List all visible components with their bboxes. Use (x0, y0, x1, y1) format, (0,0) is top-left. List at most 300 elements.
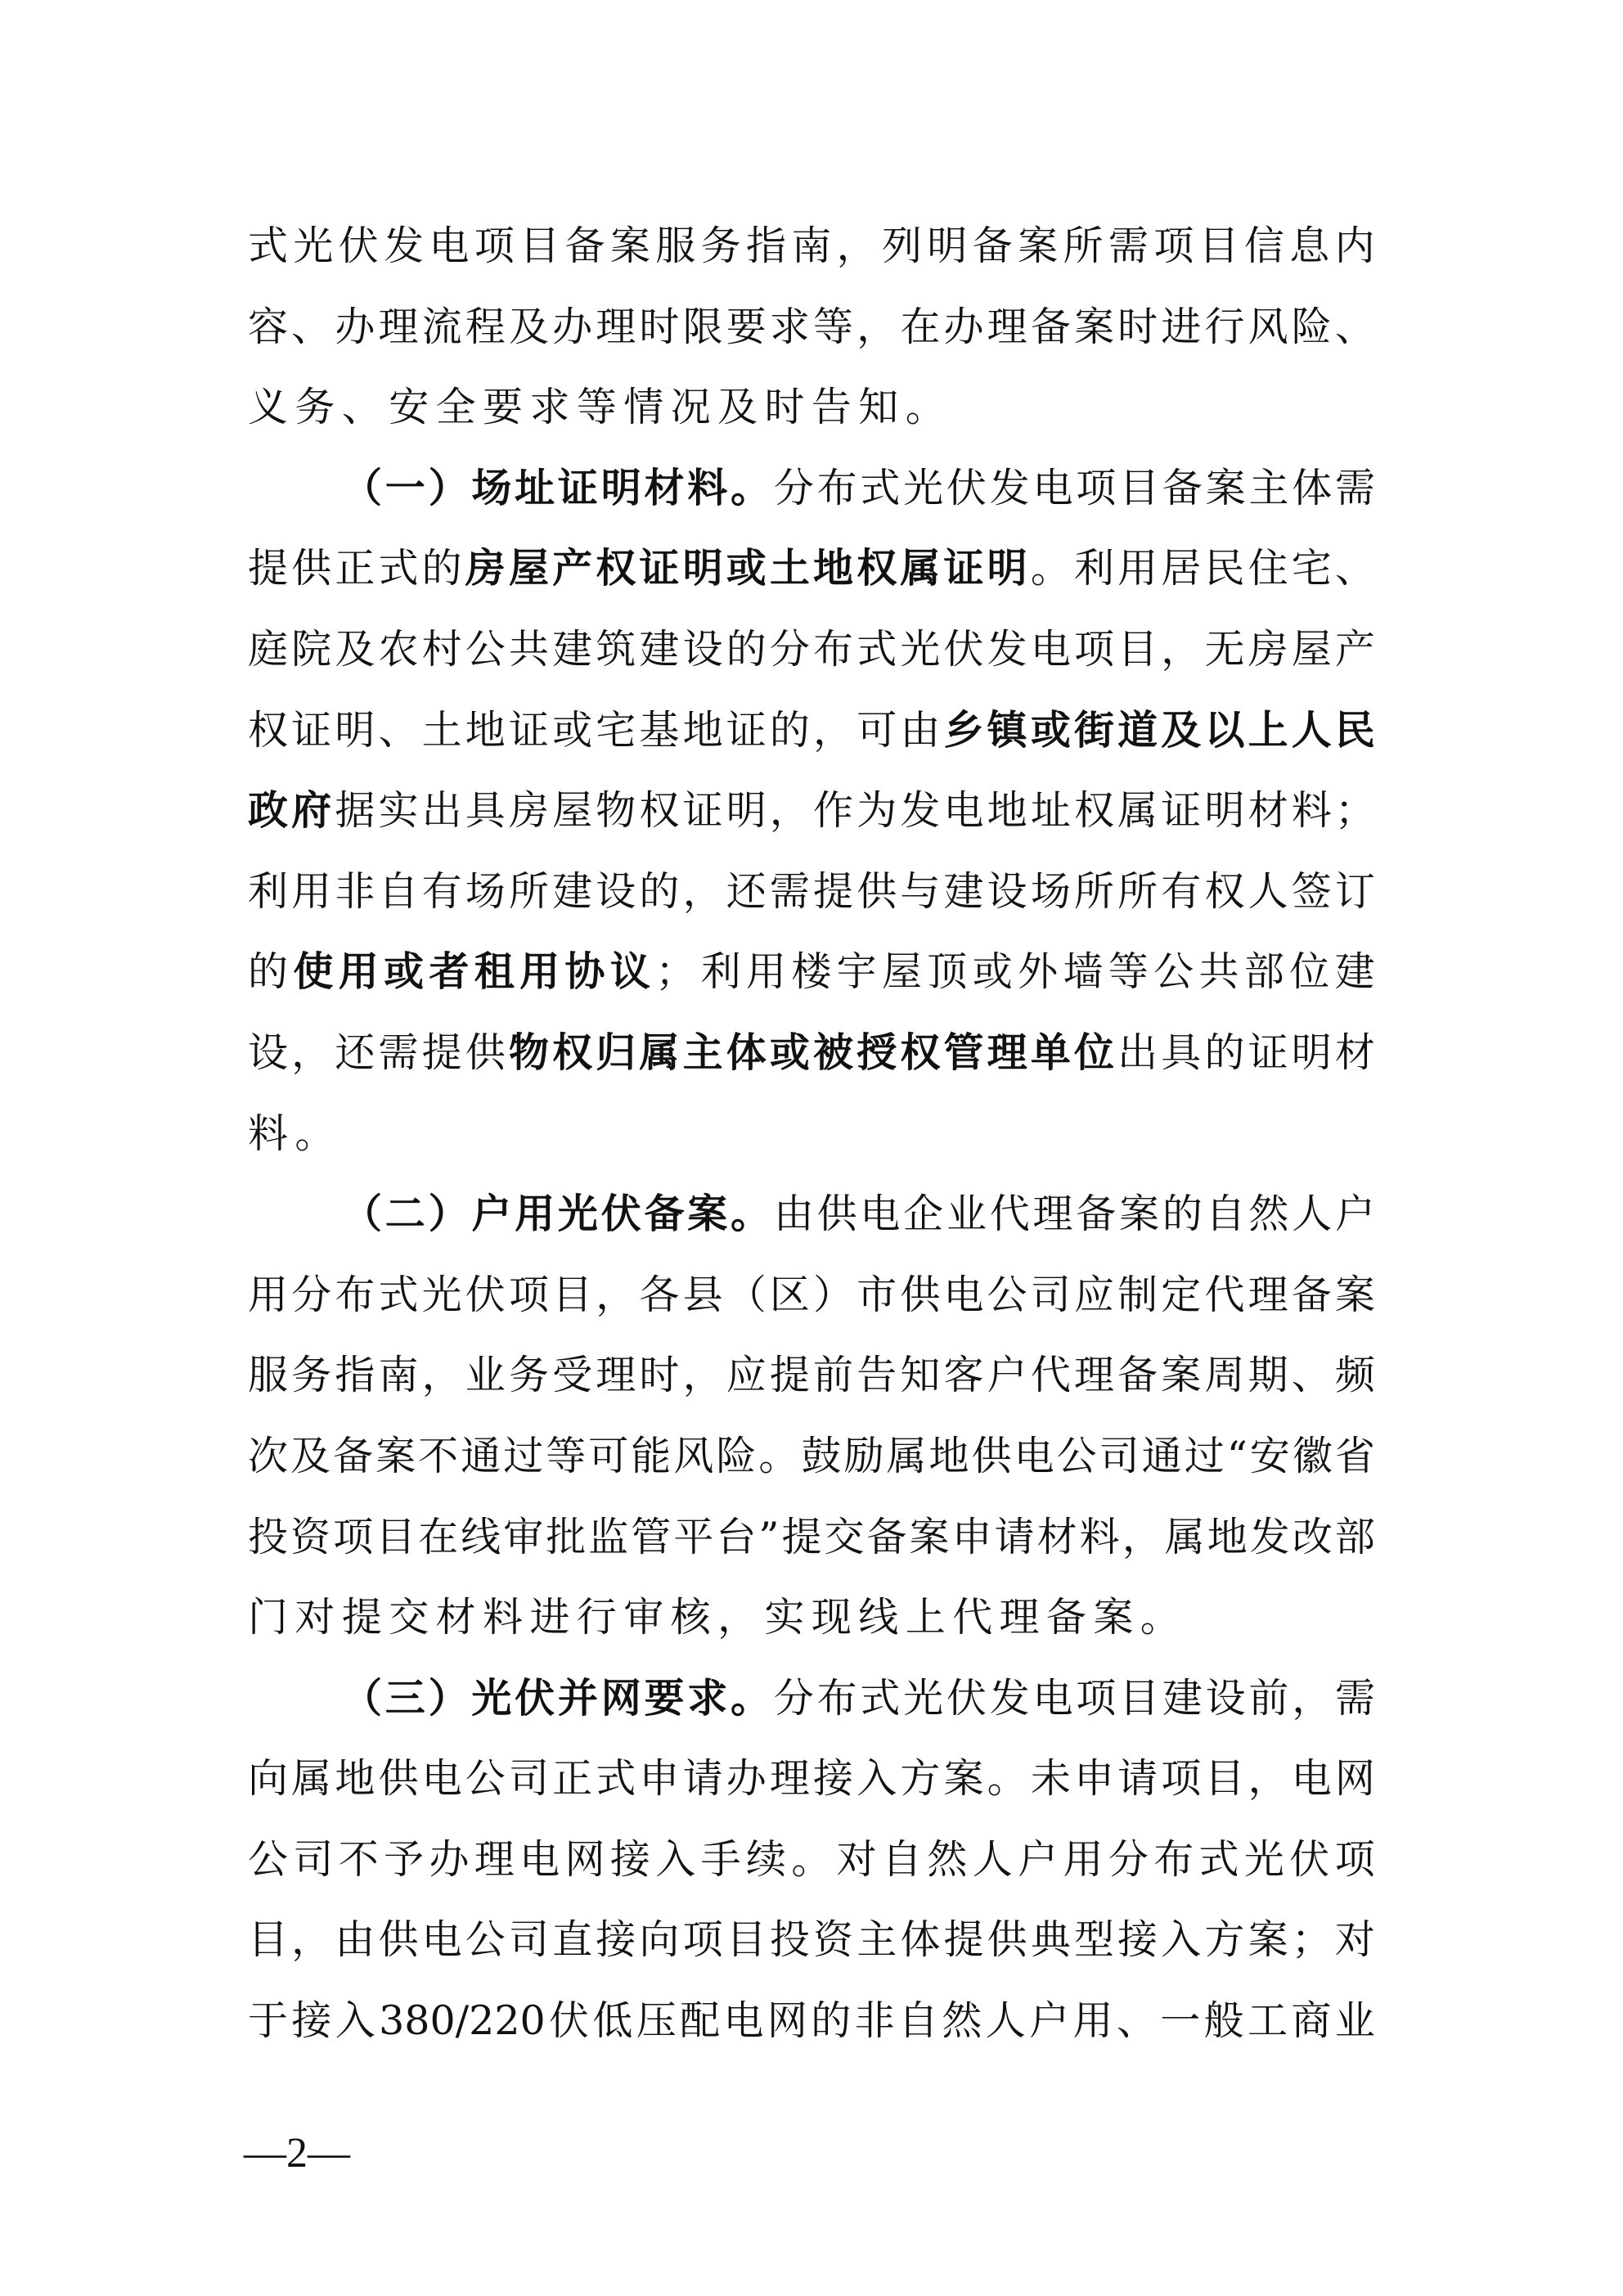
text: 380/220 (379, 1997, 546, 2045)
text: 基 (639, 706, 680, 754)
text: 作 (813, 787, 854, 835)
text: 管 (631, 1513, 672, 1560)
text: 为 (856, 787, 897, 835)
bold-text: 案 (687, 1191, 728, 1238)
text: 建 (552, 867, 593, 915)
text: 光 (421, 1271, 462, 1318)
text: 房 (1248, 625, 1288, 673)
text: 伏 (1289, 1835, 1330, 1883)
text: 分 (773, 1674, 814, 1722)
text: 案 (609, 223, 650, 269)
text: 区 (769, 1271, 810, 1318)
text: 时 (1117, 303, 1158, 350)
text: 制 (1117, 1271, 1158, 1318)
bold-text: 街 (1073, 706, 1114, 754)
text: 入 (335, 1997, 375, 2045)
text-line (248, 1900, 1375, 1981)
text: 险 (716, 1432, 757, 1479)
text: 电 (723, 1997, 764, 2045)
text: 明 (335, 706, 375, 754)
text: 资 (813, 1916, 854, 1964)
text: 。 (758, 1432, 799, 1479)
text: 代 (1204, 1271, 1245, 1318)
text: 公 (1056, 1432, 1097, 1479)
text: 证 (291, 706, 332, 754)
text: 属 (291, 1755, 332, 1803)
bold-text: 明 (682, 545, 723, 592)
bold-text: 及 (1161, 706, 1202, 754)
text: ） (813, 1271, 854, 1318)
text: 服 (655, 223, 696, 269)
text: 然 (927, 1835, 968, 1883)
text: 属 (886, 1432, 927, 1479)
text: 供 (987, 1916, 1027, 1964)
text: 住 (1248, 545, 1288, 592)
text: 一 (1160, 1997, 1201, 2045)
text: 请 (994, 1513, 1035, 1560)
text: ； (1334, 787, 1375, 835)
text: 请 (1117, 1755, 1158, 1803)
text: 申 (639, 1755, 680, 1803)
text: 然 (1248, 1191, 1289, 1238)
text: 权 (248, 706, 289, 754)
text: 的 (248, 948, 289, 996)
text: 南 (378, 1352, 419, 1399)
text: 等 (546, 1432, 587, 1479)
text: 地 (335, 1755, 375, 1803)
text: 求 (769, 303, 810, 350)
text: 供 (856, 867, 897, 915)
text: 项 (1161, 1755, 1202, 1803)
text: 业 (465, 1352, 506, 1399)
text: 要 (483, 384, 530, 431)
text: ； (1291, 1916, 1332, 1964)
text: 式 (378, 545, 419, 592)
text: ， (813, 706, 854, 754)
text: 屋 (552, 787, 593, 835)
text: 求 (529, 384, 577, 431)
text: 供 (465, 1029, 506, 1076)
text: 接 (1117, 1916, 1158, 1964)
text: 可 (856, 706, 897, 754)
text-line (248, 932, 1375, 1013)
text: 办 (335, 303, 375, 350)
text: 告 (856, 1352, 897, 1399)
text: 的 (811, 1997, 852, 2045)
text: 通 (461, 1432, 501, 1479)
text: 共 (508, 625, 549, 673)
text: 地 (1207, 1513, 1248, 1560)
text: 电 (1014, 1432, 1054, 1479)
text: 接 (291, 1997, 332, 2045)
text-line (248, 1659, 1375, 1740)
bold-text: 求 (687, 1674, 728, 1722)
text: 压 (636, 1997, 677, 2045)
text: 证 (682, 787, 723, 835)
text: 供 (378, 1755, 419, 1803)
text: 顶 (927, 948, 968, 996)
text-line (248, 1578, 1375, 1659)
text: 据 (335, 787, 375, 835)
bold-text: 。 (731, 464, 771, 511)
text: 提 (769, 1352, 810, 1399)
text: ， (421, 1352, 462, 1399)
text-line (248, 1013, 1375, 1094)
text: 的 (769, 706, 810, 754)
text: 电 (943, 787, 984, 835)
text: 有 (421, 867, 462, 915)
text: 需 (769, 867, 810, 915)
text: 电 (519, 1835, 560, 1883)
text: 时 (764, 384, 812, 431)
text: 由 (900, 706, 941, 754)
text: 项 (1334, 1835, 1375, 1883)
text: 办 (726, 1755, 767, 1803)
text: 、 (1291, 1352, 1332, 1399)
text: 企 (903, 1191, 944, 1238)
text: 受 (552, 1352, 593, 1399)
text: 鼓 (801, 1432, 842, 1479)
text: 进 (1161, 303, 1202, 350)
text: 分 (769, 625, 810, 673)
text: 等 (576, 384, 624, 431)
text: 发 (900, 787, 941, 835)
text: 人 (985, 1997, 1026, 2045)
text: 向 (248, 1755, 289, 1803)
text: 布 (335, 1271, 375, 1318)
text: 。 (791, 1835, 832, 1883)
text: 接 (596, 1916, 636, 1964)
text: 续 (745, 1835, 786, 1883)
text: 供 (291, 545, 332, 592)
text: 公 (465, 1916, 506, 1964)
text-line (248, 287, 1375, 368)
text: 容 (248, 303, 289, 350)
text: 理 (987, 303, 1027, 350)
text-line (248, 852, 1375, 933)
text: 不 (418, 1432, 459, 1479)
text: 还 (726, 867, 767, 915)
text: 工 (1248, 1997, 1288, 2045)
text: 业 (1334, 1997, 1375, 2045)
text: 案 (1248, 1916, 1288, 1964)
bold-text: 理 (987, 1029, 1027, 1076)
text: 请 (682, 1755, 723, 1803)
text: 对 (294, 1594, 342, 1641)
text: 提 (341, 1594, 389, 1641)
bold-text: 房 (465, 545, 506, 592)
bold-text: 证 (639, 545, 680, 592)
text: 备 (1291, 1271, 1332, 1318)
text: 核 (670, 1594, 718, 1641)
bold-text: 明 (600, 464, 641, 511)
text-line (248, 1255, 1375, 1336)
text: 料 (483, 1594, 530, 1641)
text: 自 (882, 1835, 923, 1883)
text: 订 (1334, 867, 1375, 915)
text: 料 (1079, 1513, 1120, 1560)
text: 期 (1248, 1352, 1288, 1399)
text: 予 (384, 1835, 425, 1883)
text: 信 (1243, 223, 1284, 269)
text: 农 (378, 625, 419, 673)
text: 、 (378, 706, 419, 754)
text: 案 (1334, 1271, 1375, 1318)
text: 备 (1162, 464, 1203, 511)
text: 建 (1162, 1674, 1203, 1722)
text: 理 (769, 1755, 810, 1803)
text: 等 (813, 303, 854, 350)
bold-text: 证 (557, 464, 598, 511)
text: 型 (1073, 1916, 1114, 1964)
text: 由 (773, 1191, 814, 1238)
bold-text: 权 (552, 1029, 593, 1076)
text: 利 (248, 867, 289, 915)
text: 交 (824, 1513, 865, 1560)
text: 伏 (465, 1271, 506, 1318)
bold-text: 址 (515, 464, 555, 511)
text: 属 (1117, 787, 1158, 835)
bold-text: 权 (856, 545, 897, 592)
text: 周 (1204, 1352, 1245, 1399)
text: 低 (592, 1997, 633, 2045)
text: 与 (900, 867, 941, 915)
text: 要 (726, 303, 767, 350)
bold-text: 并 (557, 1674, 598, 1722)
text: 办 (943, 303, 984, 350)
text: 权 (639, 787, 680, 835)
text: 具 (1161, 1029, 1202, 1076)
text-line (248, 1416, 1375, 1497)
text: 提 (421, 1029, 462, 1076)
bold-text: 三 (384, 1674, 425, 1722)
text: 司 (1030, 1271, 1071, 1318)
text: 提 (248, 545, 289, 592)
text: 供 (378, 1916, 419, 1964)
text: 人 (1292, 1191, 1333, 1238)
text: 体 (900, 1916, 941, 1964)
text: 还 (335, 1029, 375, 1076)
text: 入 (655, 1835, 696, 1883)
text-line (248, 206, 1375, 287)
text: 公 (987, 1271, 1027, 1318)
text: 所 (1073, 867, 1114, 915)
text: 产 (1334, 625, 1375, 673)
text: 备 (1045, 1594, 1094, 1641)
text: 所 (1063, 223, 1104, 269)
text: 式 (1198, 1835, 1239, 1883)
text: “ (1226, 1432, 1248, 1479)
text: 需 (378, 1029, 419, 1076)
text: 线 (461, 1513, 501, 1560)
text: 次 (248, 1432, 289, 1479)
text: 然 (942, 1997, 982, 2045)
text: 供 (900, 1271, 941, 1318)
text: 现 (811, 1594, 859, 1641)
text: 伏 (943, 625, 984, 673)
text: 出 (421, 787, 462, 835)
bold-text: 协 (564, 948, 605, 996)
text: 实 (764, 1594, 812, 1641)
text: 省 (1334, 1432, 1375, 1479)
text: 由 (335, 1916, 375, 1964)
text: 房 (508, 787, 549, 835)
text: 安 (389, 384, 436, 431)
text: 备 (972, 223, 1013, 269)
text: 过 (1184, 1432, 1225, 1479)
text: 目 (1119, 1674, 1160, 1722)
text: 务 (294, 384, 342, 431)
text: 出 (1117, 1029, 1158, 1076)
text: 所 (1117, 867, 1158, 915)
text: 般 (1203, 1997, 1244, 2045)
text: 理 (596, 1352, 636, 1399)
text: 提 (813, 867, 854, 915)
text: 筑 (596, 625, 636, 673)
text: 发 (989, 1674, 1030, 1722)
text: 户 (1018, 1835, 1059, 1883)
text: 办 (552, 303, 593, 350)
text: ， (596, 1271, 636, 1318)
text: 宅 (596, 706, 636, 754)
text: 理 (1073, 1352, 1114, 1399)
text: 徽 (1292, 1432, 1333, 1479)
bold-text: 镇 (987, 706, 1027, 754)
bold-text: 民 (1334, 706, 1375, 754)
bold-text: 伏 (600, 1191, 641, 1238)
text: 列 (882, 223, 923, 269)
text: 公 (1153, 948, 1194, 996)
text: ， (682, 867, 723, 915)
text: 进 (529, 1594, 577, 1641)
text-line (248, 1094, 1375, 1175)
text: 的 (726, 625, 767, 673)
bold-text: 管 (943, 1029, 984, 1076)
text: 式 (856, 625, 897, 673)
body-text (248, 206, 1375, 2062)
text: 设 (1205, 1674, 1246, 1722)
text: 程 (465, 303, 506, 350)
text: 定 (1161, 1271, 1202, 1318)
text: 理 (1032, 1191, 1073, 1238)
text: 及 (717, 384, 765, 431)
text: 投 (248, 1513, 289, 1560)
text: 、 (1116, 1997, 1157, 2045)
text: 上 (905, 1594, 953, 1641)
text: 户 (1029, 1997, 1070, 2045)
bold-text: ） (428, 1674, 469, 1722)
text: 入 (856, 1755, 897, 1803)
bold-text: 一 (384, 464, 425, 511)
text: 光 (900, 625, 941, 673)
text: 伏 (946, 464, 987, 511)
text: 目 (726, 1916, 767, 1964)
bold-text: ） (428, 464, 469, 511)
text: 项 (682, 1916, 723, 1964)
text: 风 (673, 1432, 714, 1479)
bold-text: 场 (471, 464, 512, 511)
text: ， (836, 223, 877, 269)
text: 部 (1334, 1513, 1375, 1560)
bold-text: 归 (596, 1029, 636, 1076)
text: ， (1122, 1513, 1162, 1560)
text: 案 (1073, 303, 1114, 350)
text: 材 (435, 1594, 483, 1641)
text: 可 (588, 1432, 629, 1479)
bold-text: 。 (731, 1191, 771, 1238)
text: 司 (508, 1755, 549, 1803)
text: ， (1292, 1674, 1333, 1722)
text: 流 (421, 303, 462, 350)
text: 电 (421, 1755, 462, 1803)
text: 人 (972, 1835, 1013, 1883)
bold-text: （ (342, 1191, 383, 1238)
text: 证 (1248, 1029, 1288, 1076)
text: 对 (1334, 1916, 1375, 1964)
text: 、 (1334, 303, 1375, 350)
text: 建 (943, 867, 984, 915)
text: 内 (1334, 223, 1375, 269)
text: 网 (767, 1997, 807, 2045)
bold-text: （ (342, 1674, 383, 1722)
text: 平 (673, 1513, 714, 1560)
text: 体 (1292, 464, 1333, 511)
bold-text: 要 (644, 1674, 685, 1722)
text: 权 (1204, 867, 1245, 915)
text: 明 (1291, 1029, 1332, 1076)
text: 式 (860, 1674, 901, 1722)
text: 实 (378, 787, 419, 835)
text: 审 (503, 1513, 544, 1560)
text: 指 (745, 223, 786, 269)
text: 户 (1334, 1191, 1375, 1238)
text: 式 (860, 464, 901, 511)
bold-text: 料 (687, 464, 728, 511)
text: 的 (639, 867, 680, 915)
text: 备 (1076, 1191, 1117, 1238)
text: 地 (465, 706, 506, 754)
text: 知 (858, 384, 906, 431)
text: 项 (1153, 223, 1194, 269)
text-line (248, 1335, 1375, 1416)
bold-text: 地 (813, 545, 854, 592)
text: 理 (1248, 1271, 1288, 1318)
text: 批 (546, 1513, 587, 1560)
text: 、 (1334, 545, 1375, 592)
text: 理 (999, 1594, 1046, 1641)
text: 资 (290, 1513, 331, 1560)
text: 项 (508, 1271, 549, 1318)
text: 监 (588, 1513, 629, 1560)
bold-text: 租 (474, 948, 515, 996)
text: 地 (682, 706, 723, 754)
text: 用 (248, 1271, 289, 1318)
text: 无 (1204, 625, 1245, 673)
page-number: —2— (244, 2130, 350, 2177)
bold-text: 上 (1248, 706, 1288, 754)
text: 风 (1248, 303, 1288, 350)
text: 具 (465, 787, 506, 835)
bold-text: 授 (856, 1029, 897, 1076)
bold-text: 或 (769, 1029, 810, 1076)
text-line (248, 1739, 1375, 1820)
text: 。 (1140, 1594, 1188, 1641)
text: 的 (1162, 1191, 1203, 1238)
text: 时 (639, 1352, 680, 1399)
text: 布 (813, 625, 854, 673)
text: 案 (943, 1755, 984, 1803)
text: 代 (952, 1594, 1000, 1641)
